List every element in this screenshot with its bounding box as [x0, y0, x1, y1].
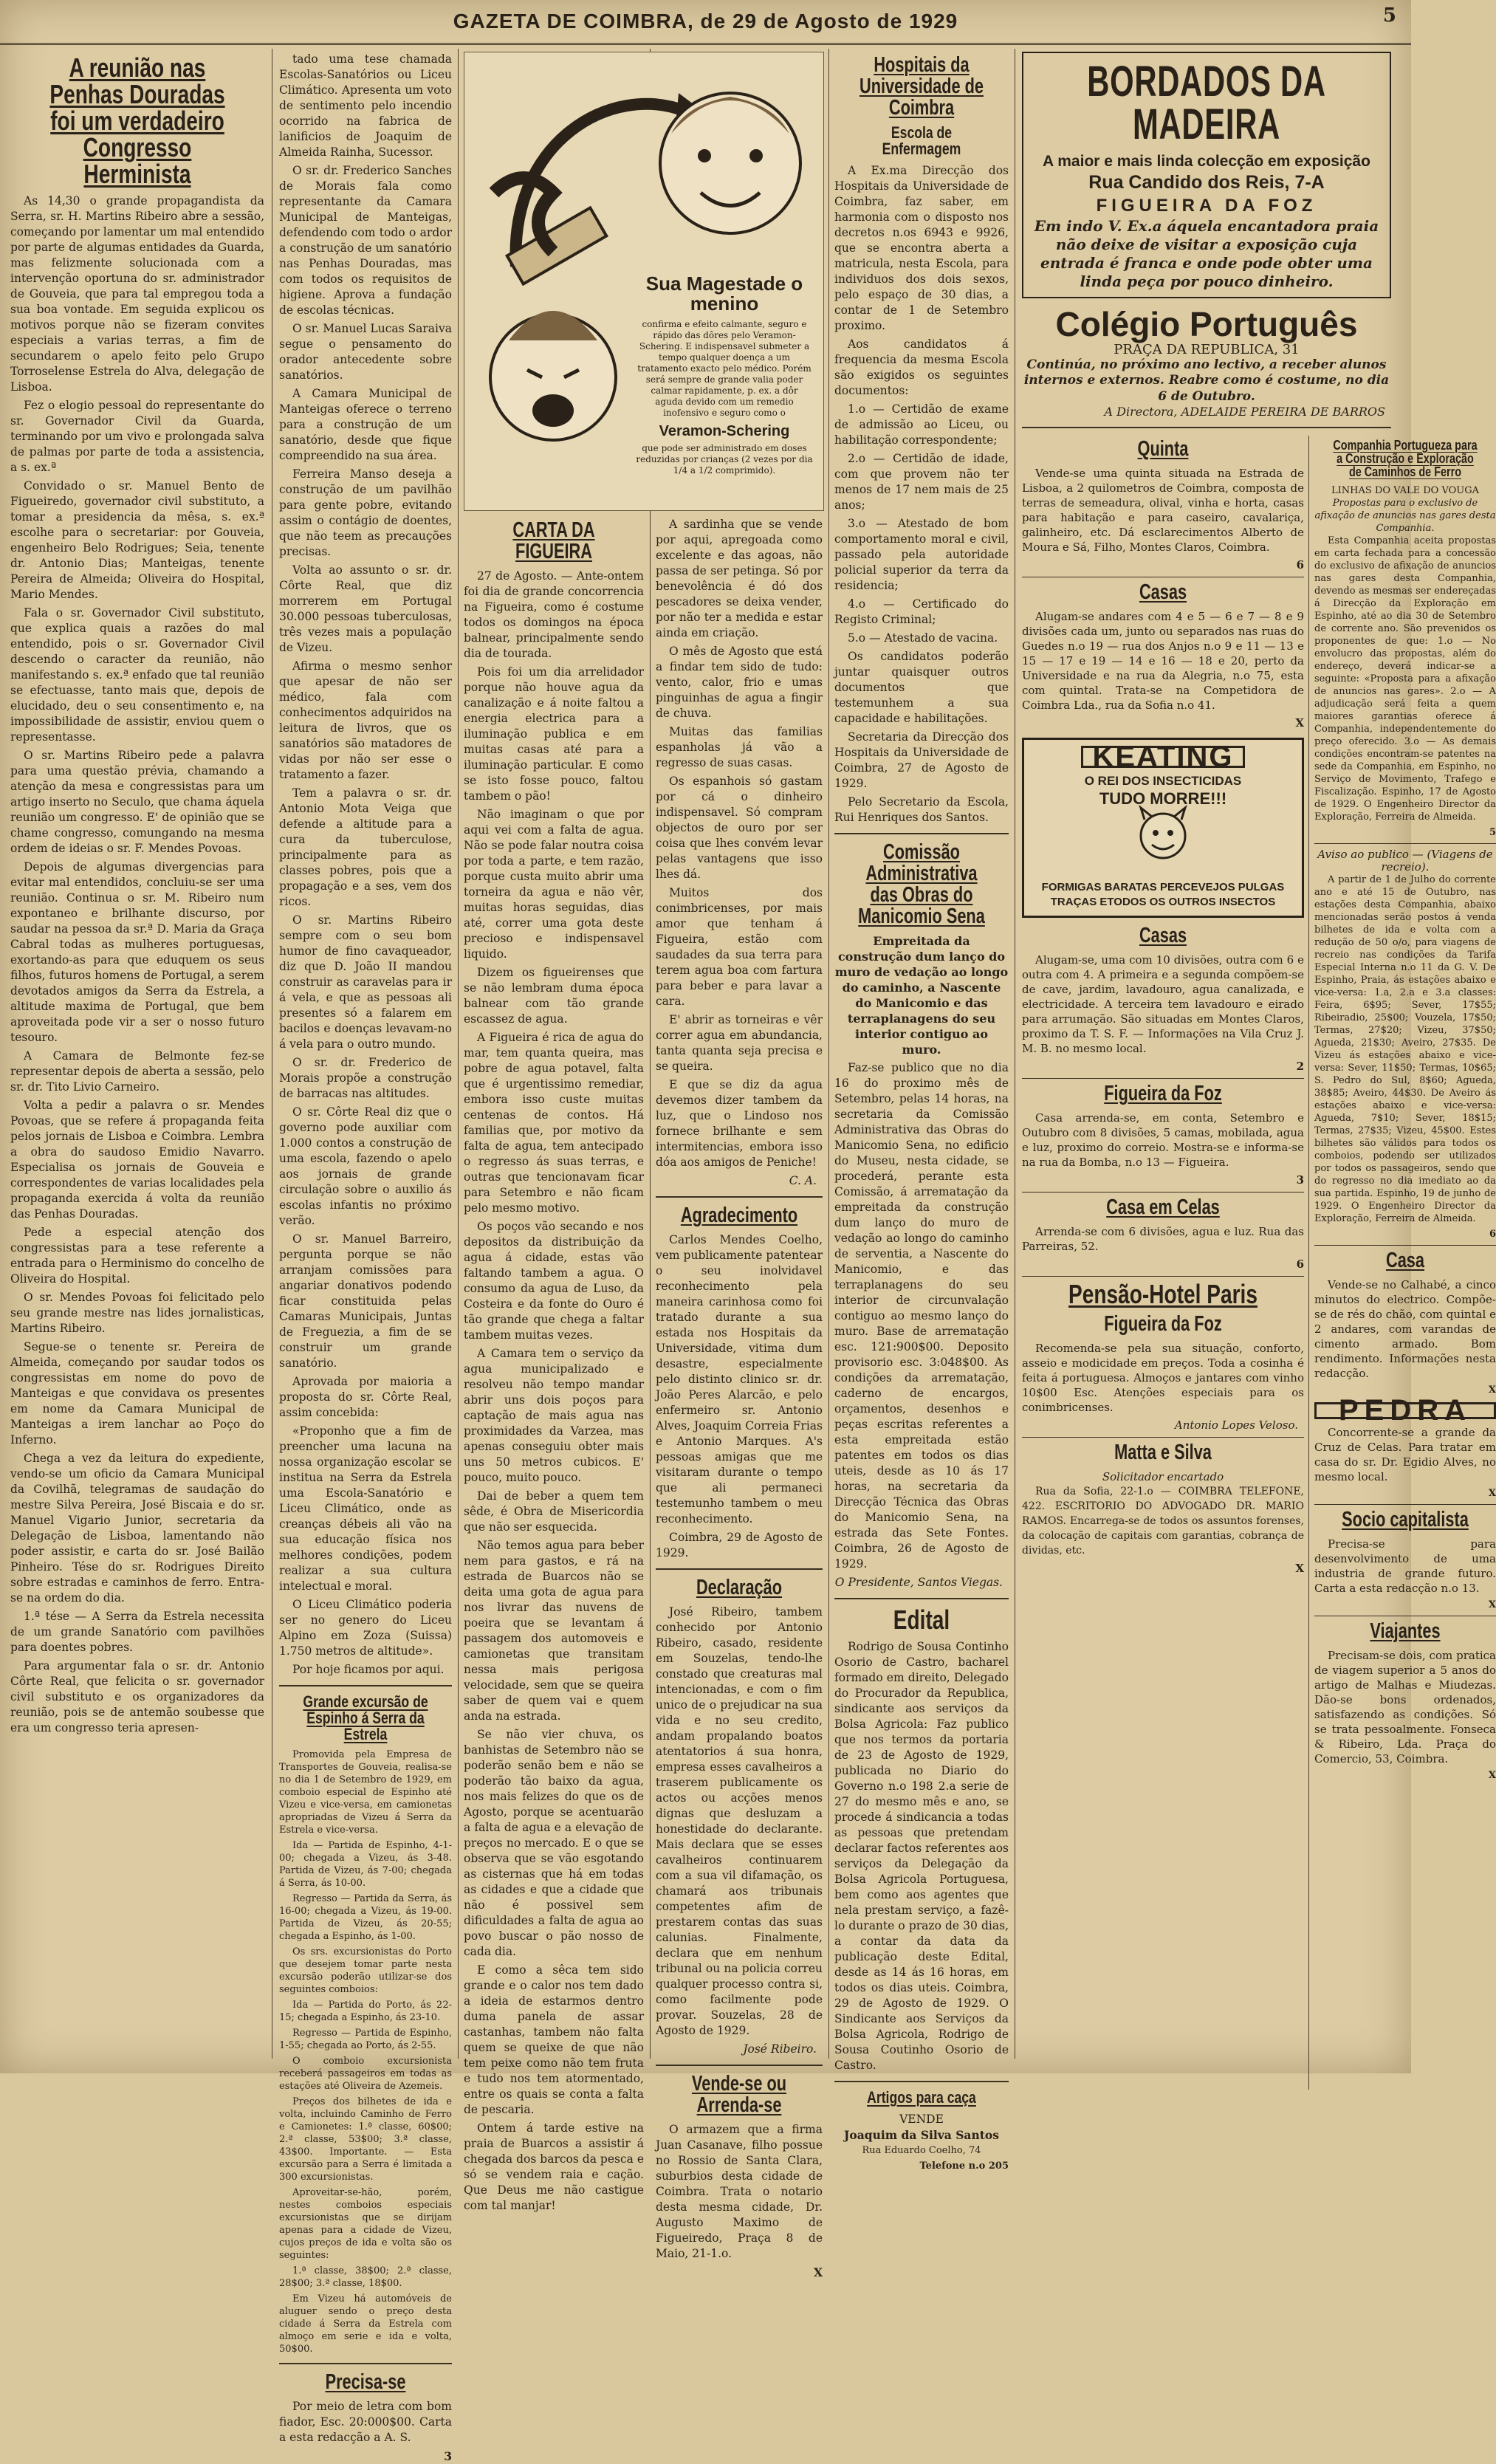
- column-3: [464, 517, 644, 2212]
- classified-left: [1022, 436, 1304, 1576]
- column-rule: [458, 49, 459, 2059]
- bordados-address: Rua Candido dos Reis, 7-A: [1088, 172, 1325, 193]
- paragraph: Pois foi um dia arrelidador porque não houve agua da canalização e á noite faltou a energia electrica para a iluminação publica e em muitas casas até para a iluminação particular. E como se isto fosse pouco, faltou tambem o pão!: [464, 665, 644, 803]
- matta-sub: Solicitador encartado: [1102, 1470, 1224, 1484]
- headline-vende: Vende-se ou Arrenda-se: [691, 2072, 787, 2117]
- signature: José Ribeiro.: [743, 2042, 817, 2056]
- paragraph: Secretaria da Direcção dos Hospitais da Universidade de Coimbra, 27 de Agosto de 1929.: [834, 730, 1009, 790]
- divider: [834, 1598, 1009, 1599]
- ad-mark: X: [1488, 1769, 1496, 1781]
- paragraph: Preços dos bilhetes de ida e volta, incluindo Caminho de Ferro e Camionetes: 1.ª classe, 60$00; 2.ª classe, 53$00; 3.ª classe, 43$00. Importante. — Esta excursão para a Serra é limitada a 300 excursionistas.: [279, 2096, 452, 2183]
- keating-insects: FORMIGAS BARATAS PERCEVEJOS PULGAS TRAÇAS ETODOS OS OUTROS INSECTOS: [1041, 880, 1285, 909]
- ad-mark: X: [1295, 715, 1304, 730]
- ad-mark: X: [1295, 1562, 1304, 1576]
- precisa-body: Por meio de letra com bom fiador, Esc. 20:000$00. Carta a esta redacção a A. S.: [279, 2400, 452, 2444]
- headline-casas2: Casas: [1139, 924, 1187, 948]
- veramon-text-block: [636, 274, 813, 476]
- column-rule: [1308, 436, 1309, 2090]
- headline-caca: Artigos para caça: [867, 2088, 976, 2107]
- paragraph: Convidado o sr. Manuel Bento de Figueiredo, governador civil substituto, a tomar a presidencia da mêsa, s. ex.ª escolhe para o secretariar: por Gouveia, engenheiro Belo Rodrigues; Seia, tenente dr. Antonio Dias; Manteigas, tenente Pereira de Almeida; Oliveira do Hospital, Mario Mendes.: [10, 479, 264, 601]
- headline-excursao: Grande excursão de Espinho á Serra da Estrela: [303, 1692, 428, 1743]
- paragraph: O Liceu Climático poderia ser no genero do Liceu Alpino em Zoza (Suissa) 1.750 metros de altitude».: [279, 1598, 452, 1658]
- paragraph: Os srs. excursionistas do Porto que desejem tomar parte nesta excursão poderão utilizar-se dos seguintes comboios:: [279, 1946, 452, 1995]
- divider: [834, 833, 1009, 834]
- classified-right: [1314, 436, 1496, 1782]
- paragraph: «Proponho que a fim de preencher uma lacuna na nossa organização escolar se institua na Serra da Estrela uma Escola-Sanatório e Liceu Climático, onde as creanças débeis ali vão na sua educação física nos melhores condições, podem realizar a sua cultura intelectual e moral.: [279, 1424, 452, 1593]
- ad-number: 6: [1489, 1228, 1496, 1240]
- quinta-body: Vende-se uma quinta situada na Estrada de Lisboa, a 2 quilometros de Coimbra, composta de terras de semeadura, olival, vinha e horta, casas para habitação e para caseiro, cavalariça, galinheiro, etc. Dá esclarecimentos Alberto de Moura e Sá, Filho, Montes Claros, Coimbra.: [1022, 466, 1304, 554]
- casas-body: Alugam-se andares com 4 e 5 — 6 e 7 — 8 e 9 divisões cada um, junto ou separados nas ruas do Guedes n.o 19 — rua dos Anjos n.o 9 e 11 — 13 e 15 — 17 e 19 — 14 e 16 — 18 e 20, perto da Universidade e na rua da Alegria, n.o 75, esta com quintal. Trata-se na Competidora de Coimbra Lda., rua da Sofia n.o 41.: [1022, 609, 1304, 712]
- caca-name: Joaquim da Silva Santos: [844, 2128, 999, 2142]
- paragraph: Fala o sr. Governador Civil substituto, que explica quais a razões do mal entendido, pois o sr. Governador Civil descendo o caracter da reunião, não manifestando s. ex.ª enfado que tal reunião se efectuasse, tanto mais que, depois de elucidado, deu o seu consentimento e, na impossibilidade de assistir, enviou quem o representasse.: [10, 606, 264, 744]
- ad-number: 3: [444, 2449, 452, 2463]
- keating-ad: [1022, 738, 1304, 919]
- paragraph: Não temos agua para beber nem para gastos, e rá na estrada de Buarcos não se deita uma gota de agua para nos livrar das nuvens de poeira que se levantam á passagem dos automoveis e camionetas que transitam nessa mais perigosa velocidade, sem que se queira saber de quem vai e quem anda na estrada.: [464, 1539, 644, 1723]
- signature: O Presidente, Santos Viegas.: [834, 1576, 1003, 1589]
- bordados-line: A maior e mais linda colecção em exposição: [1043, 153, 1370, 170]
- paragraph: As 14,30 o grande propagandista da Serra, sr. H. Martins Ribeiro abre a sessão, começando por lamentar um mal entendido por parte de algumas entidades da Guarda, mas felizmente solucionada com a intervenção oportuna do sr. administrador de Gouveia, que para tal empregou toda a sua boa vontade. Em seguida explicou os motivos porque não se fizeram convites especiais a varias terras, a fim de secundarem o apelo feito pelo Grupo Torroselense Estrela do Alva, delegação de Lisboa.: [10, 194, 264, 394]
- paragraph: A Figueira é rica de agua do mar, tem quanta queira, mas pobre de agua potavel, falta que é urgentissimo remediar, embora isso custe muitas centenas de contos. Há familias que, por motivo da falta de agua, tem antecipado o regresso ás suas terras, e outras que tencionavam ficar para Setembro e não ficam pelo mesmo motivo.: [464, 1031, 644, 1215]
- companhia-body: Esta Companhia aceita propostas em carta fechada para a concessão do exclusivo de afixação de anuncios nas gares desta Companhia, devendo as mesmas ser endereçadas á Direcção da Exploração em Espinho, até ao dia 30 de Setembro de corrente ano. São prevenidos os proponentes de que: 1.o — No envolucro das propostas, além do endereço, deverá indicar-se a seguinte: «Proposta para a afixação de anuncios nas gares». 2.o — A adjudicação será feita a quem maiores garantias oferece á Companhia, independentemente do preço oferecido. 3.o — As demais condições encontram-se patentes na sede da Companhia, em Espinho, no Serviço de Movimento, Trafego e Fiscalização. Espinho, 17 de Agosto de 1929. O Engenheiro Director da Exploração, Ferreira de Almeida.: [1314, 535, 1496, 823]
- paragraph: Ida — Partida do Porto, ás 22-15; chegada a Espinho, ás 23-10.: [279, 2000, 452, 2023]
- veramon-ad: [464, 52, 823, 509]
- paragraph: Volta ao assunto o sr. dr. Côrte Real, que diz morrerem em Portugal 30.000 pessoas tuberculosas, três vezes mais a população de Vizeu.: [279, 563, 452, 654]
- colegio-signature: A Directora, ADELAIDE PEREIRA DE BARROS: [1104, 404, 1385, 419]
- bordados-city: FIGUEIRA DA FOZ: [1096, 195, 1317, 216]
- agradecimento-body: Carlos Mendes Coelho, vem publicamente patentear o seu inolvidavel reconhecimento pela maneira carinhosa como foi tratado durante a sua estada nos Hospitais da Universidade, vitima dum desastre, especialmente pelo distinto clinico sr. dr. João Peres Alarcão, e pelo enfermeiro sr. Antonio Alves, Joaquim Correia Frias e Antonio Marques. A's pessoas amigas que me visitaram durante o tempo que ali permaneci testemunho tambem o meu reconhecimento.: [656, 1233, 823, 1526]
- headline-pensao: Pensão-Hotel Paris: [1068, 1279, 1257, 1310]
- paragraph: Os poços vão secando e nos depositos da distribuição da agua á cidade, estas vão faltando tambem a agua. O consumo da agua de Luso, da Costeira e da fonte do Ouro é tão grande que chega a faltar tambem muitas vezes.: [464, 1220, 644, 1342]
- paragraph: Regresso — Partida da Serra, ás 16-00; chegada a Vizeu, ás 19-00. Partida de Vizeu, ás 20-55; chegada a Espinho, ás 1-00.: [279, 1893, 452, 1942]
- ad-mark: X: [1488, 1599, 1496, 1610]
- divider: [656, 2065, 823, 2066]
- bordados-title: BORDADOS DA MADEIRA: [1087, 58, 1326, 148]
- headline-carta: CARTA DA FIGUEIRA: [512, 518, 595, 563]
- paragraph: O sr. Martins Ribeiro sempre com o seu bom humor de fino cavaqueador, diz que D. João II mandou construir as caravelas para ir á vela, e que as pessoas ali presentes só a falarem em bacilos e doenças levavam-no á vela para o outro mundo.: [279, 913, 452, 1051]
- headline-reuniao: A reunião nas Penhas Douradas foi um verdadeiro Congresso Herminista: [49, 52, 225, 189]
- caca-address: Rua Eduardo Coelho, 74: [862, 2145, 981, 2156]
- headline-hospitais: Hospitais da Universidade de Coimbra: [859, 53, 984, 120]
- paragraph: Aprovada por maioria a proposta do sr. Côrte Real, assim concebida:: [279, 1375, 452, 1419]
- socio-body: Precisa-se para desenvolvimento de uma industria de grande futuro. Carta a esta redacção n.o 13.: [1314, 1537, 1496, 1595]
- casas2-body: Alugam-se, uma com 10 divisões, outra com 6 e outra com 4. A primeira e a segunda compõem-se de cave, jardim, lavadouro, agua canalizada, e electricidade. A terceira tem lavadouro e eirado para arrumação. São situadas em Montes Claros, proximo da T. S. F. — Informações na Vila Cruz J. M. B. no mesmo local.: [1022, 953, 1304, 1056]
- headline-celas: Casa em Celas: [1106, 1195, 1220, 1220]
- caca-telephone: Telefone n.o 205: [919, 2161, 1009, 2172]
- vende-body: O armazem que a firma Juan Casanave, filho possue no Rossio de Santa Clara, suburbios desta cidade de Coimbra. Trata o notario desta mesma cidade, Dr. Augusto Maximo de Figueiredo, Praça 8 de Maio, 21-1.o.: [656, 2123, 823, 2260]
- divider: [656, 1568, 823, 1570]
- paragraph: Volta a pedir a palavra o sr. Mendes Povoas, que se refere á propaganda feita pelos jornais de Lisboa e Coimbra. Lembra a obra do saudoso Emidio Navarro. Especialisa os jornais de Gouveia e correspondentes de varias localidades pela propaganda exercida á volta da reunião das Penhas Douradas.: [10, 1099, 264, 1221]
- headline-edital: Edital: [893, 1605, 950, 1635]
- casa-body: Vende-se no Calhabé, a cinco minutos do electrico. Compõe-se de rés do chão, com quintal e 2 andares, com varandas de cimento armado. Bom rendimento. Informações nesta redacção.: [1314, 1277, 1496, 1380]
- ad-number: 6: [1296, 1257, 1304, 1272]
- celas-body: Arrenda-se com 6 divisões, agua e luz. Rua das Parreiras, 52.: [1022, 1225, 1304, 1254]
- headline-companhia: Companhia Portugueza para a Construção e Exploração de Caminhos de Ferro: [1333, 437, 1478, 479]
- column-2: [279, 52, 452, 2463]
- paragraph: Ida — Partida de Espinho, 4-1-00; chegada a Vizeu, ás 3-48. Partida de Vizeu, ás 7-00; chegada á Serra, ás 10-00.: [279, 1840, 452, 1889]
- paragraph: 5.o — Atestado de vacina.: [848, 631, 998, 645]
- paragraph: 2.o — Certidão de idade, com que provem não ter menos de 17 nem mais de 25 anos;: [834, 452, 1009, 512]
- divider: [1022, 1078, 1304, 1079]
- paragraph: Em Vizeu há automóveis de aluguer sendo o preço desta cidade á Serra da Estrela com almoço em serie e ida e volta, 50$00.: [279, 2293, 452, 2355]
- paragraph: Muitos dos conimbricenses, por mais amor que tenham á Figueira, estão com saudades da sua terra para terem agua boa com fartura para beber e para lavar a cara.: [656, 886, 823, 1008]
- paragraph: Se não vier chuva, os banhistas de Setembro não se poderão senão bem e não se poderão tão baixo da agua, nos mais felizes do que os de Agosto, porque se acentuarão a falta de agua e a elevação de preços no mercado. E o que se observa que se vão esgotando as cisternas que há em todas as cidades e que a cidade que não é possivel sem dificuldades a falta de agua ao povo buscar o pão nosso de cada dia.: [464, 1728, 644, 1958]
- divider: [279, 2363, 452, 2364]
- headline-casa: Casa: [1385, 1248, 1424, 1272]
- divider: [1314, 1504, 1496, 1505]
- headline-casas: Casas: [1139, 580, 1187, 604]
- divider: [1314, 1245, 1496, 1246]
- headline-quinta: Quinta: [1137, 436, 1189, 461]
- signature: C. A.: [789, 1174, 817, 1187]
- matta-body: Rua da Sofia, 22-1.o — COIMBRA TELEFONE, 422. ESCRITORIO DO ADVOGADO DR. MARIO RAMOS. Encarrega-se de todos os assuntos forenses, da colocação de capitais com garantias, cobrança de dividas, etc.: [1022, 1486, 1304, 1557]
- paragraph: Regresso — Partida de Espinho, 1-55; chegada ao Porto, ás 2-55.: [279, 2028, 452, 2051]
- paragraph: Depois de algumas divergencias para evitar mal entendidos, concluiu-se ser uma reunião. Continua o sr. M. Ribeiro num expontaneo e brilhante discurso, por saudar na pessoa da sr.ª D. Maria da Graça Cabral todas as mulheres portuguesas, exortando-as para que eduquem os seus filhos, futuros homens de Portugal, a serem devotados amigos da Serra da Estrela, a altitude maxima de Portugal, que bem aproveitada pode vir a ser o nosso futuro tesouro.: [10, 860, 264, 1044]
- aviso-body: A partir de 1 de Julho do corrente ano e até 15 de Outubro, nas estações desta Companhia, abaixo mencionadas serão postos á venda bilhetes de ida e volta com a redução de 50 o/o, para viagens de recreio nas condições da Tarifa Especial Interna n.o 11 da G. V. De Espinho, Praia, ás estações abaixo e vice-versa: 1.a, 2.a e 3.a classes: Feira, 6$95; Sever, 17$55; Ribeiradio, 25$00; Vouzela, 17$50; Termas, 27$20; Vizeu, 37$50; Agueda, 21$30; Aveiro, 27$35. De Vizeu ás estações abaixo e vice-versa: Sever, 11$50; Termas, 10$65; S. Pedro do Sul, 8$60; Agueda, 38$85; Aveiro, 44$30. De Aveiro ás estações abaixo e vice-versa: Agueda, 7$10; Sever, 18$15; Termas, 27$35; Vizeu, 45$00. Estes bilhetes são válidos para todos os comboios, podendo ser utilizados por todos os passageiros, sendo que do regresso no dia imediato ao da sua partida. Espinho, 19 de junho de 1929. O Engenheiro Director da Exploração, Ferreira de Almeida.: [1314, 874, 1496, 1224]
- paragraph: Dai de beber a quem tem sêde, é Obra de Misericordia que não ser esquecida.: [464, 1489, 644, 1534]
- keating-brand: KEATING: [1081, 746, 1244, 768]
- companhia-title: Propostas para o exclusivo de afixação de anuncios nas gares desta Companhia.: [1314, 497, 1496, 534]
- paragraph: Aproveitar-se-hão, porém, nestes comboios especiais excursionistas que se dirijam apenas para a cidade de Vizeu, cujos preços de ida e volta são os seguintes:: [279, 2187, 452, 2261]
- paragraph: Pelo Secretario da Escola, Rui Henriques dos Santos.: [834, 795, 1009, 824]
- paragraph: Promovida pela Empresa de Transportes de Gouveia, realisa-se no dia 1 de Setembro de 1929, em comboio especial de Espinho até Vizeu e vice-versa, em camionetas apropriadas de Vizeu á Serra da Estrela e vice-versa.: [279, 1749, 452, 1836]
- paragraph: Aos candidatos á frequencia da mesma Escola são exigidos os seguintes documentos:: [834, 337, 1009, 397]
- figueira-body: Casa arrenda-se, em conta, Setembro e Outubro com 8 divisões, 5 camas, mobilada, agua e luz, proximo do correio. Mostra-se e informa-se na rua da Bomba, n.o 13 — Figueira.: [1022, 1111, 1304, 1170]
- paragraph: Os candidatos poderão juntar quaisquer outros documentos que testemunhem a sua capacidade e habilitações.: [834, 650, 1009, 725]
- paragraph: O sr. dr. Frederico Sanches de Morais fala como representante da Camara Municipal de Manteigas, defendendo com todo o ardor a construção de um sanatório nas Penhas Douradas, mas com todos os requisitos de higiene. Aprova a fundação de escolas técnicas.: [279, 164, 452, 317]
- keating-line: O REI DOS INSECTICIDAS: [1084, 773, 1242, 788]
- headline-socio: Socio capitalista: [1342, 1507, 1469, 1531]
- devil-figure-icon: [1119, 806, 1207, 873]
- paragraph: O sr. Côrte Real diz que o governo pode auxiliar com 1.000 contos a construção de uma escola, fazendo o apelo aos jornais de grande circulação sobre o auxilio ás escolas infantis no próximo verão.: [279, 1105, 452, 1227]
- paragraph: Fez o elogio pessoal do representante do sr. Governador Civil da Guarda, terminando por um vivo e prolongada salva de palmas por parte de toda a assistencia, a s. ex.ª: [10, 399, 264, 474]
- page-number: 5: [1382, 4, 1396, 27]
- classified-grid: [1022, 436, 1496, 2090]
- paragraph: E que se diz da agua devemos dizer tambem da luz, que o Lindoso nos fornece brilhante e sem intermitencias, embora isso dóa aos amigos de Peniche!: [656, 1078, 823, 1169]
- viajantes-body: Precisam-se dois, com pratica de viagem superior a 5 anos do artigo de Malhas e Miudezas. Dão-se bons ordenados, satisfazendo as condições. Só se trata pessoalmente. Fonseca & Ribeiro, Lda. Praça do Comercio, 53, Coimbra.: [1314, 1648, 1496, 1765]
- paragraph: O sr. dr. Frederico de Morais propõe a construção de barracas nas altitudes.: [279, 1056, 452, 1100]
- ad-number: 3: [1296, 1173, 1304, 1187]
- headline-viajantes: Viajantes: [1370, 1619, 1441, 1643]
- column-6: [1022, 52, 1496, 2056]
- pedra-body: Concorrente-se a grande da Cruz de Celas. Para tratar em casa do sr. Dr. Egidio Alves, no mesmo local.: [1314, 1425, 1496, 1483]
- headline-precisa: Precisa-se: [325, 2370, 406, 2394]
- paragraph: 1.o — Certidão de exame de admissão ao Liceu, ou habilitação correspondente;: [834, 402, 1009, 447]
- paragraph: 1.ª classe, 38$00; 2.ª classe, 28$00; 3.ª classe, 18$00.: [279, 2265, 452, 2289]
- headline-comissao: Comissão Administrativa das Obras do Manicomio Sena: [858, 840, 985, 928]
- veramon-brand: Veramon-Schering: [659, 422, 790, 439]
- veramon-text: confirma e efeito calmante, seguro e rápido das dôres pelo Veramon-Schering. E indispensavel submeter a tempo qualquer doença a um tratamento exacto pelo médico. Porém será sempre de grande valia poder calmar rapidamente, p. ex. a dôr aguda devido com um remedio inofensivo e seguro como o: [637, 318, 812, 418]
- masthead-paper: GAZETA DE COIMBRA: [453, 10, 687, 32]
- paragraph: A Camara Municipal de Manteigas oferece o terreno para a construção de um sanatório, desde que fique compreendido na sua área.: [279, 387, 452, 462]
- column-rule: [828, 49, 829, 2059]
- subhead-enfermagem: Escola de Enfermagem: [882, 123, 961, 158]
- colegio-title: Colégio Português: [1055, 304, 1358, 343]
- masthead: [0, 0, 1411, 45]
- paragraph: O sr. Mendes Povoas foi felicitado pelo seu grande mestre nas lides jornalisticas, Martins Ribeiro.: [10, 1291, 264, 1335]
- paragraph: O sr. Manuel Barreiro, pergunta porque se não arranjam comissões para angariar donativos podendo ficar constituida pelas Camaras Municipais, Juntas de Freguezia, a fim de se construir um grande sanatório.: [279, 1232, 452, 1370]
- excursion-body: [279, 1749, 452, 2355]
- paragraph: A Ex.ma Direcção dos Hospitais da Universidade de Coimbra, faz saber, em harmonia com o disposto nos decretos n.os 6943 e 9926, que se encontra aberta a matricula, nesta Escola, para individuos dos dois sexos, pelo espaço de 30 dias, a contar de 1 de Setembro proximo.: [834, 164, 1009, 332]
- veramon-headline: Sua Magestade o menino: [645, 272, 803, 315]
- paragraph: tado uma tese chamada Escolas-Sanatórios ou Liceu Climático. Apresenta um voto de sentimento pelo incendio ocorrido na fabrica de lanificios de Joaquim de Almeida Rainha, Sucessor.: [279, 52, 452, 159]
- paragraph: Pede a especial atenção dos congressistas para a tese referente a entrada para o Herminismo do concelho de Oliveira do Hospital.: [10, 1226, 264, 1286]
- ad-number: 6: [1296, 557, 1304, 572]
- paragraph: E como a sêca tem sido grande e o calor nos tem dado a ideia de estarmos dentro duma panela de assar castanhas, tambem não falta quem se queixe de que não tem peixe como não tem fruta e tudo nos tem atormentado, entre os quais se conta a falta de pescaria.: [464, 1963, 644, 2116]
- divider: [1314, 843, 1496, 844]
- column-5: [834, 52, 1009, 2172]
- ad-mark: X: [1488, 1487, 1496, 1499]
- paragraph: 3.o — Atestado de bom comportamento moral e civil, passado pela autoridade policial superior da terra da residencia;: [834, 517, 1009, 592]
- paragraph: Tem a palavra o sr. dr. Antonio Mota Veiga que defende a altitude para a cura da tuberculose, principalmente para as classes pobres, pois que a propagação e a ses, vem dos ricos.: [279, 786, 452, 908]
- paragraph: Não imaginam o que por aqui vei com a falta de agua. Não se pode falar noutra coisa por toda a parte, e tem razão, porque custa muito abrir uma torneira da agua e não vêr, muitas horas seguidas, dias até, correr uma gota deste precioso e indispensavel liquido.: [464, 808, 644, 961]
- pedra-title: PEDRA: [1314, 1402, 1496, 1419]
- paragraph: Muitas das familias espanholas já vão a regresso de suas casas.: [656, 725, 823, 769]
- paragraph: Os espanhois só gastam por cá o dinheiro indispensavel. Só compram objectos de ouro por ser coisa que lhes convém levar pelas vantagens que isso lhes dá.: [656, 775, 823, 881]
- subhead-pensao: Figueira da Foz: [1104, 1312, 1222, 1336]
- ad-mark: X: [1488, 1384, 1496, 1396]
- veramon-tail: que pode ser administrado em doses reduzidas por crianças (2 vezes por dia 1/4 a 1/2 comprimido).: [636, 442, 813, 476]
- paragraph: 1.ª tése — A Serra da Estrela necessita de um grande Sanatório com pavilhões para doentes pobres.: [10, 1610, 264, 1654]
- colegio-text: Continúa, no próximo ano lectivo, a receber alunos internos e externos. Reabre como é costume, no dia 6 de Outubro.: [1023, 357, 1390, 404]
- paragraph: 27 de Agosto. — Ante-ontem foi dia de grande concorrencia na Figueira, como é costume todos os domingos na época balnear, principalmente sendo dia de tourada.: [464, 569, 644, 660]
- divider: [1022, 427, 1391, 428]
- paragraph: Por hoje ficamos por aqui.: [292, 1663, 445, 1676]
- masthead-date: , de 29 de Agosto de 1929: [687, 10, 958, 32]
- edital-body: Rodrigo de Sousa Continho Osorio de Castro, bacharel formado em direito, Delegado do Procurador da Republica, sindicante aos serviços da Bolsa Agricola: Faz publico que nos termos da portaria de 23 de Agosto de 1929, publicada no Diario do Governo n.o 198 2.a serie de 27 do mesmo mês e ano, se procede á sindicancia a todas as pessoas que pretendam declarar factos referentes aos serviços da Delegação da Bolsa Agricola Portuguesa, bem como aos agentes que nela prestam serviço, a fazê-lo durante o prazo de 30 dias, a contar da data da publicação deste Edital, desde as 14 ás 16 horas, em todos os dias uteis. Coimbra, 29 de Agosto de 1929. O Sindicante aos Serviços da Bolsa Agricola, Rodrigo de Sousa Coutinho Osorio de Castro.: [834, 1640, 1009, 2072]
- paragraph: A Camara tem o serviço da agua municipalizado e resolveu não tempo mandar abrir uns dois poços para captação de mais agua nas proximidades da Varzea, mas apenas conseguiu obter mais uns 50 metros cubicos. E' pouco, muito pouco.: [464, 1347, 644, 1484]
- veramon-illustration: [464, 52, 824, 511]
- paragraph: 4.o — Certificado do Registo Criminal;: [834, 597, 1009, 626]
- aviso-title: Aviso ao publico — (Viagens de recreio).: [1317, 847, 1493, 874]
- paragraph: Dizem os figueirenses que se não lembram duma época balnear com tão grande escassez de agua.: [464, 966, 644, 1026]
- paragraph: E' abrir as torneiras e vêr correr agua em abundancia, tanta quanta seja precisa e se queira.: [656, 1013, 823, 1073]
- paragraph: O sr. Martins Ribeiro pede a palavra para uma questão prévia, chamando a atenção da mesa e congressistas para um artigo inserto no Seculo, que chama áquela reunião um congresso. E' de opinião que se chame congresso, comungando na mesma ordem de ideias o sr. F. Mendes Povoas.: [10, 749, 264, 855]
- paragraph: O comboio excursionista receberá passageiros em todas as estações até Oliveira de Azemeis.: [279, 2056, 452, 2092]
- divider: [1022, 1437, 1304, 1438]
- ad-mark: X: [813, 2265, 823, 2279]
- declaracao-body: José Ribeiro, tambem conhecido por Antonio Ribeiro, casado, residente em Souzelas, tendo-lhe constado que creaturas mal intencionadas, e com o fim unico de o prejudicar na sua vida e no seu credito, andam propalando boatos atentatorios á sua honra, empresa esses cavalheiros a traserem publicamente os actos ou acções menos dignas que desluzam a honestidade do declarante. Mais declara que se esses cavalheiros continuarem com a sua vil difamação, os chamará aos tribunais competentes afim de prestarem contas das suas calunias. Finalmente, declara que em nenhum tribunal ou na policia correu qualquer processo contra si, como facilmente pode provar. Souzelas, 28 de Agosto de 1929.: [656, 1605, 823, 2037]
- paragraph: Ontem á tarde estive na praia de Buarcos a assistir á chegada dos barcos da pesca e só se vendem raia e cação. Que Deus me não castigue com tal manjar!: [464, 2121, 644, 2212]
- caca-sub: VENDE: [899, 2113, 944, 2126]
- ad-number: 5: [1489, 826, 1496, 838]
- paragraph: Afirma o mesmo senhor que apesar de não ser médico, fala com conhecimentos adquiridos na leitura de livros, que os sanatórios são matadores de vidas por não ser esse o tratamento a fazer.: [279, 659, 452, 781]
- bordados-text: Em indo V. Ex.a áquela encantadora praia não deixe de visitar a exposição cuja entrada é franca e onde pode obter uma linda peça por pouco dinheiro.: [1034, 216, 1379, 290]
- agradecimento-date: Coimbra, 29 de Agosto de 1929.: [656, 1531, 823, 1559]
- headline-matta: Matta e Silva: [1114, 1441, 1212, 1465]
- keating-line: TUDO MORRE!!!: [1099, 789, 1227, 808]
- comissao-body: Faz-se publico que no dia 16 do proximo mês de Setembro, pelas 14 horas, na secretaria da Comissão Administrativa das Obras do Manicomio Sena, no edificio do Museu, nesta cidade, se procederá, perante esta Comissão, á arrematação da empreitada da construção dum lanço do muro de vedação ao longo do caminho de serventia, a Nascente do Manicomio, e das terraplanagens do seu interior de circunvalação contiguo ao mesmo lanço do muro. Base de arrematação esc. 121:900$00. Deposito provisorio esc. 3:048$00. As condições da arrematação, caderno de encargos, orçamentos, desenhos e peças escritas referentes a esta empreitada estão patentes em todos os dias uteis, desde as 10 ás 17 horas, na secretaria da Direcção Técnica das Obras do Manicomio Sena, na estrada das Sete Fontes. Coimbra, 26 de Agosto de 1929.: [834, 1061, 1009, 1571]
- paragraph: Para argumentar fala o sr. dr. Antonio Côrte Real, que felicita o sr. governador civil substituto e os organizadores da reunião, pois se de antemão soubesse que era um congresso teria apresen-: [10, 1659, 264, 1734]
- paragraph: Ferreira Manso deseja a construção de um pavilhão para gente pobre, evitando assim o contágio de doentes, que não teem as precauções precisas.: [279, 467, 452, 558]
- paragraph: O sr. Manuel Lucas Saraiva segue o pensamento do orador antecedente sobre sanatórios.: [279, 322, 452, 382]
- divider: [1022, 1276, 1304, 1277]
- paragraph: A Camara de Belmonte fez-se representar depois de aberta a sessão, pelo sr. dr. Tito Livio Carneiro.: [10, 1049, 264, 1094]
- signature: Antonio Lopes Veloso.: [1174, 1418, 1298, 1432]
- headline-figueira: Figueira da Foz: [1104, 1082, 1222, 1106]
- column-4: [656, 517, 823, 2279]
- divider: [834, 2081, 1009, 2082]
- subhead-empreitada: Empreitada da construção dum lanço do muro de vedação ao longo do caminho, a Nascente do Manicomio e das terraplanagens do seu interior contiguo ao muro.: [834, 934, 1009, 1057]
- paragraph: O mês de Agosto que está a findar tem sido de tudo: vento, calor, frio e umas pinguinhas de agua a fingir de chuva.: [656, 645, 823, 720]
- companhia-sub: LINHAS DO VALE DO VOUGA: [1331, 484, 1480, 496]
- paragraph: A sardinha que se vende por aqui, apregoada como excelente e das agoas, não passa de ser petinga. Só por benevolência é dó dos pescadores se deixa vender, por não ter a medida e estar ainda em criação.: [656, 518, 823, 639]
- ad-number: 2: [1296, 1060, 1304, 1074]
- colegio-address: PRAÇA DA REPUBLICA, 31: [1114, 342, 1300, 358]
- column-1: [10, 52, 264, 2056]
- article-body-reuniao: [10, 193, 264, 1736]
- pensao-body: Recomenda-se pela sua situação, conforto, asseio e modicidade em preços. Toda a cosinha é feita á portuguesa. Almoços e jantares com vinho 10$00 Esc. Atenções especiais para os conimbricenses.: [1022, 1342, 1304, 1415]
- headline-declaracao: Declaração: [696, 1576, 783, 1599]
- divider: [279, 1685, 452, 1686]
- divider: [656, 1196, 823, 1198]
- paragraph: Chega a vez da leitura do expediente, vendo-se um oficio da Camara Municipal da Covilhã, telegramas de saudação do mestre Silva Pereira, José Biscaia e do sr. Manuel Vigario Junior, secretaria da Delegação de Lisboa, lamentando não poder assistir, e carta do sr. José Bailão Pinheiro. Tése do sr. Rodrigues Direito sobre estradas e caminhos de ferro. Entra-se na ordem do dia.: [10, 1452, 264, 1605]
- headline-agradecimento: Agradecimento: [680, 1204, 798, 1227]
- paragraph: Segue-se o tenente sr. Pereira de Almeida, começando por saudar todos os congressistas em nome do povo de Manteigas e que convidava os presentes em nome da Camara Municipal de Manteigas a irem lanchar ao Poço do Inferno.: [10, 1340, 264, 1447]
- bordados-ad: [1022, 52, 1391, 298]
